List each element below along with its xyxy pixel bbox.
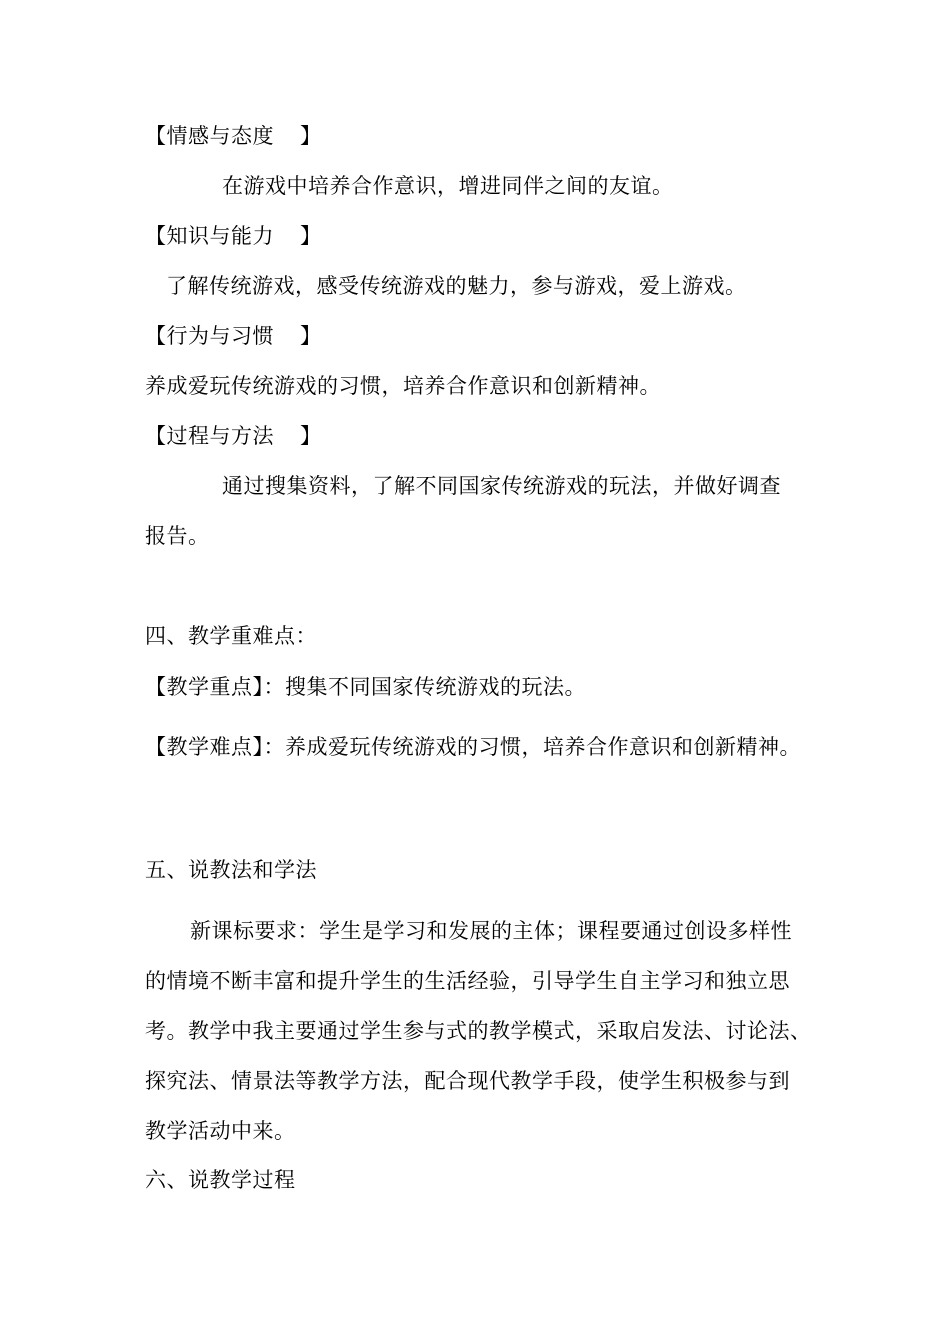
- methods-title: 五、说教法和学法: [145, 858, 317, 882]
- heading-close: 】: [300, 324, 322, 348]
- heading-open: 【知识与能力: [145, 224, 274, 248]
- heading-open: 【过程与方法: [145, 424, 274, 448]
- heading-close: 】: [300, 224, 322, 248]
- heading-knowledge-ability: [145, 222, 322, 250]
- methods-paragraph-line4: 探究法、情景法等教学方法，配合现代教学手段，使学生积极参与到: [145, 1069, 790, 1093]
- heading-open: 【行为与习惯: [145, 324, 274, 348]
- methods-paragraph-line5: 教学活动中来。: [145, 1119, 296, 1143]
- knowledge-text: 了解传统游戏，感受传统游戏的魅力，参与游戏，爱上游戏。: [166, 274, 747, 298]
- process-text-line2: 报告。: [145, 524, 210, 548]
- key-focus: 【教学重点】：搜集不同国家传统游戏的玩法。: [145, 675, 586, 699]
- heading-behavior-habit: [145, 322, 322, 350]
- methods-paragraph-line1: 新课标要求：学生是学习和发展的主体；课程要通过创设多样性: [190, 919, 792, 943]
- process-text-line1: 通过搜集资料，了解不同国家传统游戏的玩法，并做好调查: [222, 474, 781, 498]
- heading-open: 【情感与态度: [145, 124, 274, 148]
- heading-close: 】: [300, 124, 322, 148]
- key-points-title: 四、教学重难点：: [145, 624, 317, 648]
- emotion-text: 在游戏中培养合作意识，增进同伴之间的友谊。: [222, 174, 674, 198]
- methods-paragraph-line3: 考。教学中我主要通过学生参与式的教学模式，采取启发法、讨论法、: [145, 1019, 812, 1043]
- teaching-process-title: 六、说教学过程: [145, 1168, 296, 1192]
- behavior-text: 养成爱玩传统游戏的习惯，培养合作意识和创新精神。: [145, 374, 661, 398]
- key-difficulty: 【教学难点】：养成爱玩传统游戏的习惯，培养合作意识和创新精神。: [145, 735, 801, 759]
- methods-paragraph-line2: 的情境不断丰富和提升学生的生活经验，引导学生自主学习和独立思: [145, 969, 790, 993]
- heading-close: 】: [300, 424, 322, 448]
- heading-emotion-attitude: [145, 122, 322, 150]
- heading-process-method: [145, 422, 322, 450]
